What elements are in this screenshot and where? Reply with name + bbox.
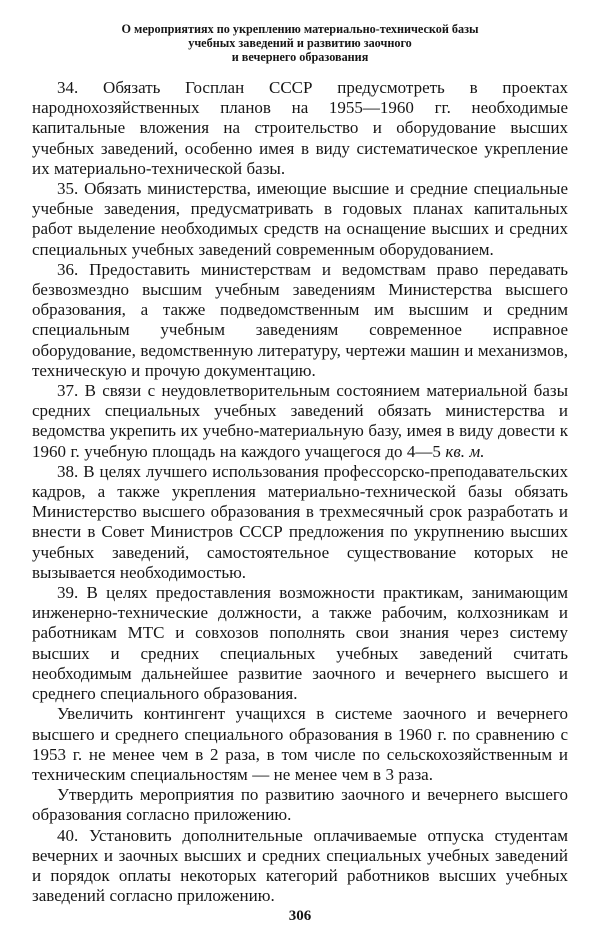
section-title-line-3: и вечернего образования xyxy=(231,50,369,64)
paragraph-37-text: 37. В связи с неудовлетворительным состоянием материальной базы средних специальных учебных заведений обязать министерства и ведомства укрепить их учебно-материальную базу, имея в виду довести к 1960 г. учебную площадь на каждого учащегося до 4—5 xyxy=(32,381,568,461)
paragraph-37 xyxy=(32,381,568,462)
paragraph-35: 35. Обязать министерства, имеющие высшие и средние специальные учебные заведения, предусматривать в годовых планах капитальных работ выделение необходимых средств на оснащение высших и средних специальных учебных заведений современным оборудованием. xyxy=(32,179,568,259)
paragraph-39: 39. В целях предоставления возможности практикам, занимающим инженерно-технические должности, а также рабочим, колхозникам и работникам МТС и совхозов пополнять свои знания через систему высших и средних специальных учебных заведений считать необходимым дальнейшее развитие заочного и вечернего высшего и среднего специального образования. xyxy=(32,583,568,704)
page-number: 306 xyxy=(288,908,312,924)
paragraph-40: 40. Установить дополнительные оплачиваемые отпуска студентам вечерних и заочных высших и средних специальных учебных заведений и порядок оплаты некоторых категорий работников высших учебных заведений согласно приложению. xyxy=(32,825,568,906)
section-title-line-2: учебных заведений и развитию заочного xyxy=(188,36,412,50)
paragraph-37-unit: кв. м. xyxy=(445,441,485,461)
section-title-line-1: О мероприятиях по укреплению материально-технической базы xyxy=(121,22,479,36)
paragraph-36: 36. Предоставить министерствам и ведомствам право передавать безвозмездно высшим учебным заведениям Министерства высшего образования, а также подведомственным им высшим и средним специальным учебным заведениям современное исправное оборудование, ведомственную литературу, чертежи машин и механизмов, техническую и прочую документацию. xyxy=(32,259,568,380)
paragraph-39-contingent: Увеличить контингент учащихся в системе заочного и вечернего высшего и среднего специального образования в 1960 г. по сравнению с 1953 г. не менее чем в 2 раза, в том числе по сельскохозяйственным и техническим специальностям — не менее чем в 3 раза. xyxy=(32,704,568,784)
paragraph-38: 38. В целях лучшего использования профессорско-преподавательских кадров, а также укрепления материально-технической базы обязать Министерство высшего образования в трехмесячный срок разработать и внести в Совет Министров СССР предложения по укрупнению высших учебных заведений, самостоятельное существование которых не вызывается необходимостью. xyxy=(32,461,568,582)
section-title xyxy=(32,22,568,64)
document-page xyxy=(32,22,568,906)
paragraph-34: 34. Обязать Госплан СССР предусмотреть в проектах народнохозяйственных планов на 1955—1960 гг. необходимые капитальные вложения на строительство и оборудование высших учебных заведений, особенно имея в виду систематическое укрепление их материально-технической базы. xyxy=(32,78,568,178)
paragraph-39-approve: Утвердить мероприятия по развитию заочного и вечернего высшего образования согласно приложению. xyxy=(32,785,568,825)
